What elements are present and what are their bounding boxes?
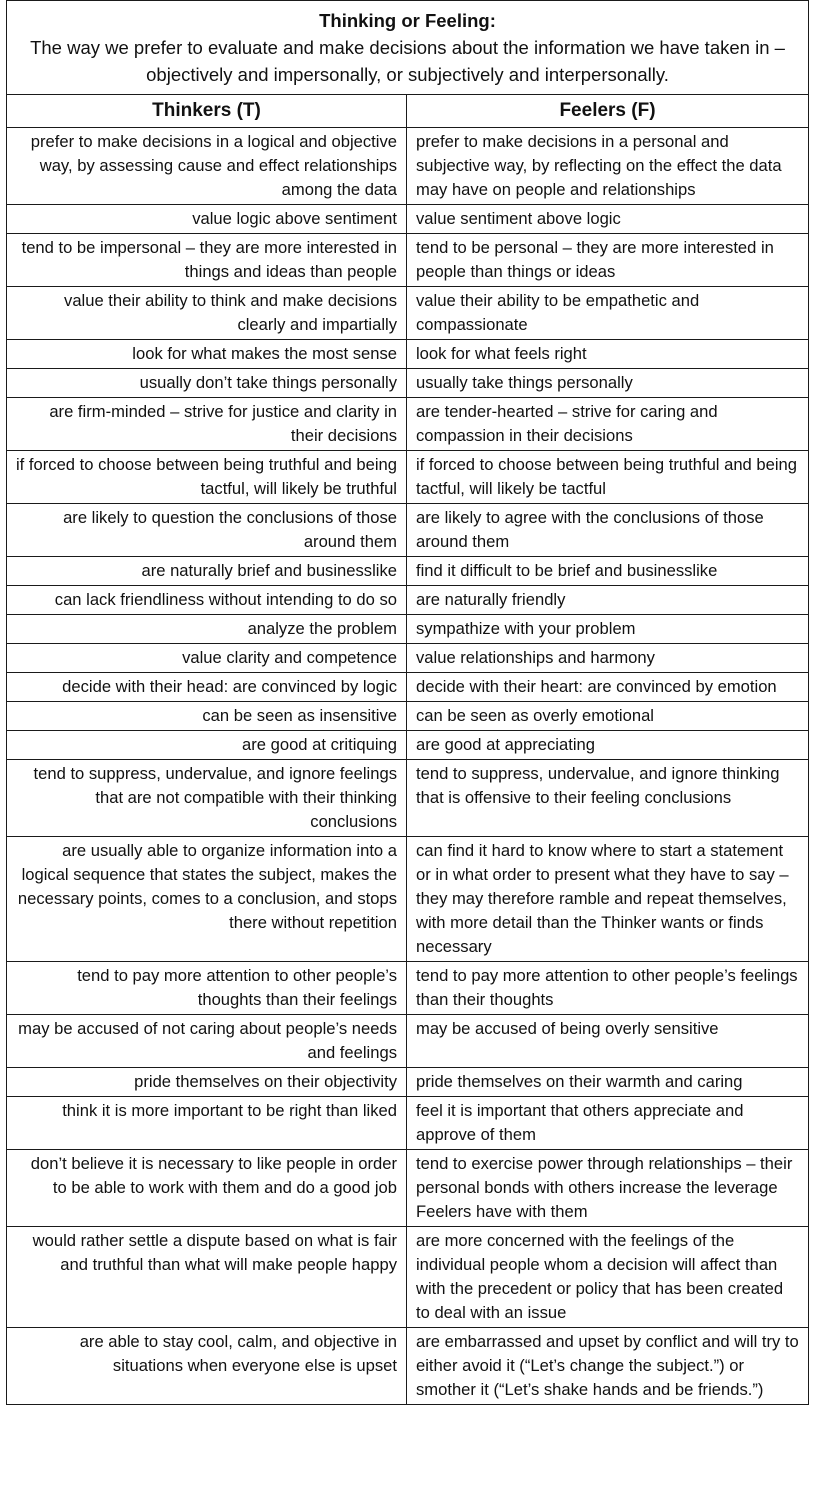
thinker-trait-cell: don’t believe it is necessary to like people in order to be able to work with them and do a good job — [7, 1150, 407, 1227]
table-row — [7, 760, 809, 837]
table-row — [7, 369, 809, 398]
table-row — [7, 398, 809, 451]
column-header-row — [7, 95, 809, 128]
thinker-trait-cell: if forced to choose between being truthful and being tactful, will likely be truthful — [7, 451, 407, 504]
table-row — [7, 1068, 809, 1097]
table-body — [7, 128, 809, 1405]
feeler-trait-cell: if forced to choose between being truthful and being tactful, will likely be tactful — [407, 451, 809, 504]
thinker-trait-cell: think it is more important to be right than liked — [7, 1097, 407, 1150]
feeler-trait-cell: tend to be personal – they are more interested in people than things or ideas — [407, 234, 809, 287]
feeler-trait-cell: sympathize with your problem — [407, 615, 809, 644]
feeler-trait-cell: may be accused of being overly sensitive — [407, 1015, 809, 1068]
table-row — [7, 1015, 809, 1068]
table-row — [7, 731, 809, 760]
thinker-trait-cell: usually don’t take things personally — [7, 369, 407, 398]
thinker-trait-cell: are firm-minded – strive for justice and clarity in their decisions — [7, 398, 407, 451]
table-row — [7, 615, 809, 644]
thinker-trait-cell: value logic above sentiment — [7, 205, 407, 234]
table-row — [7, 673, 809, 702]
thinker-trait-cell: are naturally brief and businesslike — [7, 557, 407, 586]
table-row — [7, 837, 809, 962]
thinker-trait-cell: decide with their head: are convinced by logic — [7, 673, 407, 702]
feeler-trait-cell: tend to pay more attention to other people’s feelings than their thoughts — [407, 962, 809, 1015]
thinker-trait-cell: tend to be impersonal – they are more interested in things and ideas than people — [7, 234, 407, 287]
feeler-trait-cell: are more concerned with the feelings of the individual people whom a decision will affect than with the precedent or policy that has been created to deal with an issue — [407, 1227, 809, 1328]
table-row — [7, 702, 809, 731]
thinker-trait-cell: look for what makes the most sense — [7, 340, 407, 369]
table-row — [7, 504, 809, 557]
feeler-trait-cell: tend to suppress, undervalue, and ignore thinking that is offensive to their feeling conclusions — [407, 760, 809, 837]
feeler-trait-cell: value their ability to be empathetic and compassionate — [407, 287, 809, 340]
column-header-thinkers: Thinkers (T) — [7, 95, 407, 128]
thinker-trait-cell: value clarity and competence — [7, 644, 407, 673]
feeler-trait-cell: value sentiment above logic — [407, 205, 809, 234]
thinker-trait-cell: can lack friendliness without intending to do so — [7, 586, 407, 615]
feeler-trait-cell: are embarrassed and upset by conflict and will try to either avoid it (“Let’s change the subject.”) or smother it (“Let’s shake hands and be friends.”) — [407, 1328, 809, 1405]
thinker-trait-cell: pride themselves on their objectivity — [7, 1068, 407, 1097]
thinker-trait-cell: value their ability to think and make decisions clearly and impartially — [7, 287, 407, 340]
feeler-trait-cell: decide with their heart: are convinced by emotion — [407, 673, 809, 702]
table-row — [7, 962, 809, 1015]
column-header-feelers: Feelers (F) — [407, 95, 809, 128]
feeler-trait-cell: tend to exercise power through relationships – their personal bonds with others increase the leverage Feelers have with them — [407, 1150, 809, 1227]
table-row — [7, 557, 809, 586]
feeler-trait-cell: find it difficult to be brief and businesslike — [407, 557, 809, 586]
page-title: Thinking or Feeling: — [319, 10, 496, 31]
feeler-trait-cell: are tender-hearted – strive for caring and compassion in their decisions — [407, 398, 809, 451]
page-subtitle: The way we prefer to evaluate and make decisions about the information we have taken in – objectively and impersonally, or subjectively and interpersonally. — [30, 37, 785, 85]
table-row — [7, 1227, 809, 1328]
table-row — [7, 340, 809, 369]
comparison-table — [6, 0, 809, 1405]
feeler-trait-cell: are naturally friendly — [407, 586, 809, 615]
feeler-trait-cell: feel it is important that others appreciate and approve of them — [407, 1097, 809, 1150]
feeler-trait-cell: can be seen as overly emotional — [407, 702, 809, 731]
table-row — [7, 1097, 809, 1150]
thinker-trait-cell: are good at critiquing — [7, 731, 407, 760]
thinker-trait-cell: tend to suppress, undervalue, and ignore feelings that are not compatible with their thinking conclusions — [7, 760, 407, 837]
feeler-trait-cell: usually take things personally — [407, 369, 809, 398]
thinker-trait-cell: analyze the problem — [7, 615, 407, 644]
feeler-trait-cell: look for what feels right — [407, 340, 809, 369]
title-cell — [7, 1, 809, 95]
thinker-trait-cell: would rather settle a dispute based on what is fair and truthful than what will make people happy — [7, 1227, 407, 1328]
table-row — [7, 234, 809, 287]
thinker-trait-cell: tend to pay more attention to other people’s thoughts than their feelings — [7, 962, 407, 1015]
table-row — [7, 586, 809, 615]
feeler-trait-cell: value relationships and harmony — [407, 644, 809, 673]
thinker-trait-cell: are able to stay cool, calm, and objective in situations when everyone else is upset — [7, 1328, 407, 1405]
table-row — [7, 1150, 809, 1227]
feeler-trait-cell: can find it hard to know where to start a statement or in what order to present what they have to say – they may therefore ramble and repeat themselves, with more detail than the Thinker wants or finds necessary — [407, 837, 809, 962]
table-row — [7, 451, 809, 504]
feeler-trait-cell: pride themselves on their warmth and caring — [407, 1068, 809, 1097]
table-row — [7, 128, 809, 205]
feeler-trait-cell: prefer to make decisions in a personal and subjective way, by reflecting on the effect the data may have on people and relationships — [407, 128, 809, 205]
thinker-trait-cell: are usually able to organize information into a logical sequence that states the subject, makes the necessary points, comes to a conclusion, and stops there without repetition — [7, 837, 407, 962]
thinker-trait-cell: may be accused of not caring about people’s needs and feelings — [7, 1015, 407, 1068]
table-row — [7, 287, 809, 340]
thinker-trait-cell: prefer to make decisions in a logical and objective way, by assessing cause and effect relationships among the data — [7, 128, 407, 205]
title-row — [7, 1, 809, 95]
table-row — [7, 644, 809, 673]
table-row — [7, 205, 809, 234]
table-row — [7, 1328, 809, 1405]
thinker-trait-cell: can be seen as insensitive — [7, 702, 407, 731]
thinker-trait-cell: are likely to question the conclusions of those around them — [7, 504, 407, 557]
feeler-trait-cell: are likely to agree with the conclusions of those around them — [407, 504, 809, 557]
feeler-trait-cell: are good at appreciating — [407, 731, 809, 760]
